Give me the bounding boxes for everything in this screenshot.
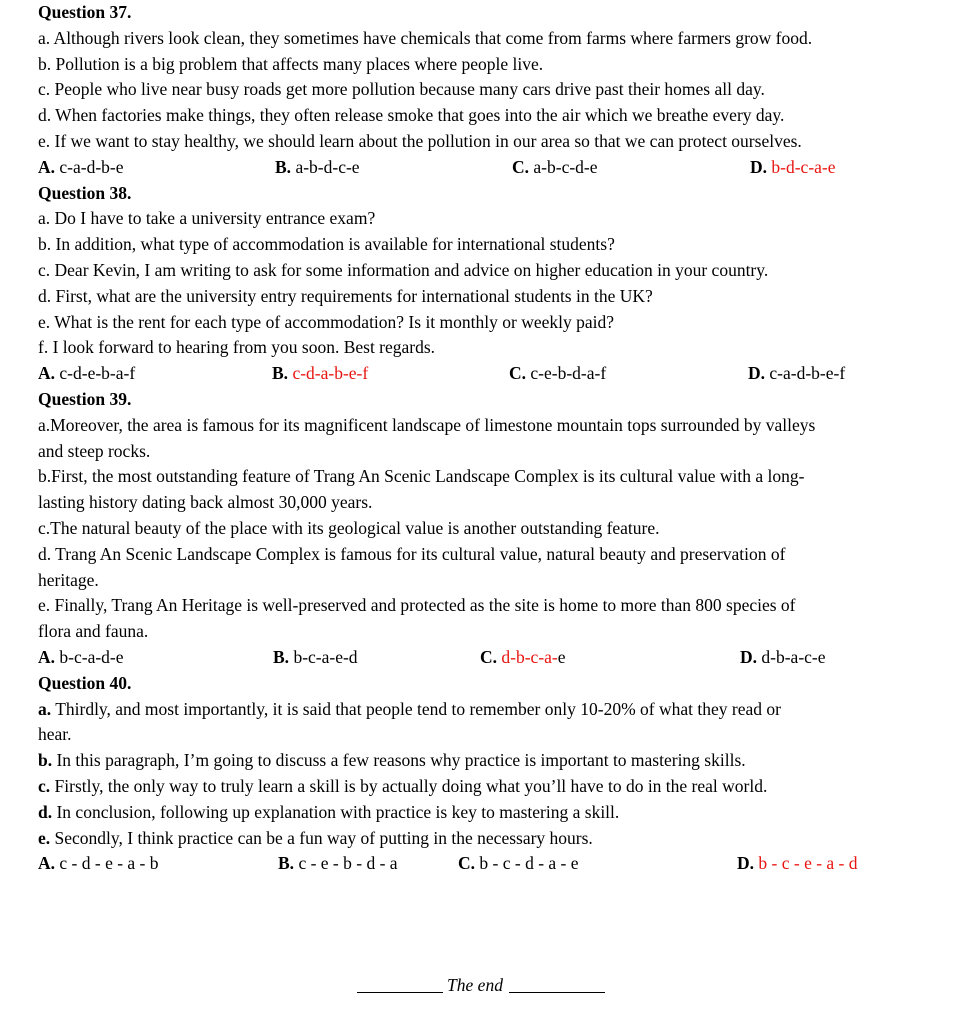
q39-sentence-c: c.The natural beauty of the place with its geological value is another outstanding feature.: [38, 517, 660, 538]
option-letter: C.: [458, 853, 476, 874]
option-text: c-a-d-b-e-f: [769, 363, 846, 384]
q40-sentence-a-cont: hear.: [38, 724, 72, 745]
q38-option-a[interactable]: [38, 361, 135, 387]
sentence-text: Thirdly, and most importantly, it is said that people tend to remember only 10-20% of what they read or: [55, 698, 781, 719]
q37-option-a[interactable]: [38, 155, 124, 181]
q38-sentence-b: b. In addition, what type of accommodation is available for international students?: [38, 234, 615, 255]
q37-sentence-e: e. If we want to stay healthy, we should learn about the pollution in our area so that we can protect ourselves.: [38, 130, 802, 151]
option-letter: A.: [38, 646, 56, 667]
option-text: b-c-a-e-d: [293, 646, 358, 667]
option-text-tail: e: [557, 646, 566, 667]
option-letter: D.: [748, 363, 766, 384]
option-text: c-d-e-b-a-f: [59, 363, 136, 384]
option-text: c-e-b-d-a-f: [530, 363, 607, 384]
q40-option-a[interactable]: [38, 851, 159, 877]
q40-option-b[interactable]: [278, 851, 398, 877]
option-letter: D.: [740, 646, 758, 667]
option-letter: C.: [512, 156, 530, 177]
q38-sentence-e: e. What is the rent for each type of accommodation? Is it monthly or weekly paid?: [38, 311, 615, 332]
q39-sentence-a-cont: and steep rocks.: [38, 440, 151, 461]
option-letter: D.: [737, 853, 755, 874]
q38-sentence-d: d. First, what are the university entry requirements for international students in the UK?: [38, 285, 653, 306]
q38-option-d[interactable]: [748, 361, 845, 387]
q39-option-c-correct[interactable]: [480, 645, 566, 671]
question-38-title: Question 38.: [38, 182, 132, 203]
correct-answer-text: b - c - e - a - d: [758, 853, 858, 874]
sentence-label: e.: [38, 827, 51, 848]
q40-sentence-e: [38, 826, 938, 852]
q38-sentence-f: f. I look forward to hearing from you soon. Best regards.: [38, 337, 436, 358]
option-letter: B.: [275, 156, 292, 177]
q39-sentence-b-cont: lasting history dating back almost 30,000 years.: [38, 492, 373, 513]
q40-options: [38, 851, 938, 877]
q39-sentence-a: a.Moreover, the area is famous for its magnificent landscape of limestone mountain tops surrounded by valleys: [38, 414, 816, 435]
q40-sentence-a: [38, 697, 938, 723]
q39-sentence-d: d. Trang An Scenic Landscape Complex is famous for its cultural value, natural beauty and preservation of: [38, 543, 786, 564]
q40-sentence-c: [38, 774, 938, 800]
q39-option-d[interactable]: [740, 645, 826, 671]
document-footer: [0, 972, 962, 998]
option-letter: B.: [278, 853, 295, 874]
q39-option-a[interactable]: [38, 645, 124, 671]
sentence-label: d.: [38, 801, 53, 822]
option-letter: B.: [272, 363, 289, 384]
sentence-label: c.: [38, 775, 51, 796]
q37-sentence-d: d. When factories make things, they often release smoke that goes into the air which we breathe every day.: [38, 105, 785, 126]
q38-sentence-a: a. Do I have to take a university entrance exam?: [38, 208, 376, 229]
sentence-text: Secondly, I think practice can be a fun way of putting in the necessary hours.: [54, 827, 593, 848]
option-letter: A.: [38, 853, 56, 874]
option-text: c - e - b - d - a: [298, 853, 398, 874]
question-39-title: Question 39.: [38, 388, 132, 409]
option-letter: D.: [750, 156, 768, 177]
document-page: [38, 0, 938, 877]
sentence-text: In conclusion, following up explanation with practice is key to mastering a skill.: [56, 801, 620, 822]
q37-option-c[interactable]: [512, 155, 598, 181]
q39-sentence-d-cont: heritage.: [38, 569, 99, 590]
q37-sentence-c: c. People who live near busy roads get more pollution because many cars drive past their homes all day.: [38, 79, 765, 100]
sentence-label: b.: [38, 750, 53, 771]
q37-option-b[interactable]: [275, 155, 360, 181]
question-40-title: Question 40.: [38, 672, 132, 693]
option-text: c-a-d-b-e: [59, 156, 124, 177]
q40-option-d-correct[interactable]: [737, 851, 858, 877]
q38-option-c[interactable]: [509, 361, 606, 387]
q38-option-b-correct[interactable]: [272, 361, 368, 387]
correct-answer-text: c-d-a-b-e-f: [292, 363, 369, 384]
question-37-title: Question 37.: [38, 2, 132, 22]
q38-options: [38, 361, 938, 387]
option-letter: C.: [480, 646, 498, 667]
footer-rule-right: [509, 974, 605, 993]
option-letter: B.: [273, 646, 290, 667]
q40-option-c[interactable]: [458, 851, 579, 877]
q39-sentence-e-cont: flora and fauna.: [38, 621, 149, 642]
q39-sentence-b: b.First, the most outstanding feature of Trang An Scenic Landscape Complex is its cultural value with a long-: [38, 466, 805, 487]
option-letter: A.: [38, 363, 56, 384]
q37-option-d-correct[interactable]: [750, 155, 836, 181]
option-text: d-b-a-c-e: [761, 646, 826, 667]
option-letter: C.: [509, 363, 527, 384]
footer-rule-left: [357, 974, 443, 993]
sentence-text: Firstly, the only way to truly learn a skill is by actually doing what you’ll have to do in the real world.: [54, 775, 768, 796]
q39-option-b[interactable]: [273, 645, 358, 671]
q37-options: [38, 155, 938, 181]
correct-answer-text: d-b-c-a-: [501, 646, 558, 667]
option-text: c - d - e - a - b: [59, 853, 159, 874]
correct-answer-text: b-d-c-a-e: [771, 156, 836, 177]
q40-sentence-b: [38, 748, 938, 774]
q39-options: [38, 645, 938, 671]
sentence-text: In this paragraph, I’m going to discuss a few reasons why practice is important to mastering skills.: [56, 750, 746, 771]
q40-sentence-d: [38, 800, 938, 826]
option-text: a-b-c-d-e: [533, 156, 598, 177]
q37-sentence-a: a. Although rivers look clean, they sometimes have chemicals that come from farms where farmers grow food.: [38, 27, 813, 48]
option-text: b-c-a-d-e: [59, 646, 124, 667]
option-letter: A.: [38, 156, 56, 177]
the-end-text: The end: [447, 975, 503, 995]
q39-sentence-e: e. Finally, Trang An Heritage is well-preserved and protected as the site is home to more than 800 species of: [38, 595, 796, 616]
option-text: b - c - d - a - e: [479, 853, 579, 874]
option-text: a-b-d-c-e: [295, 156, 360, 177]
sentence-label: a.: [38, 698, 52, 719]
q37-sentence-b: b. Pollution is a big problem that affects many places where people live.: [38, 53, 544, 74]
q38-sentence-c: c. Dear Kevin, I am writing to ask for some information and advice on higher education in your country.: [38, 259, 769, 280]
